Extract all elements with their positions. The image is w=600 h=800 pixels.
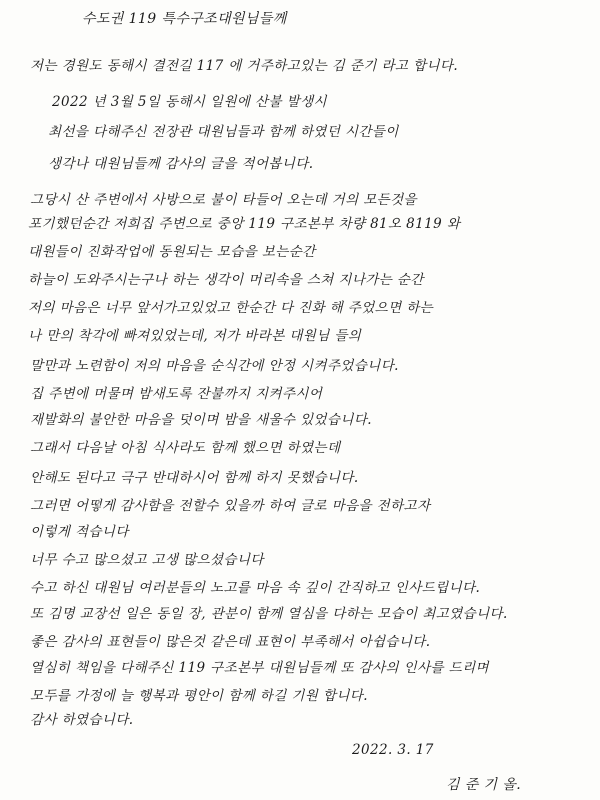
- letter-signature: 김 준 기 올.: [446, 777, 522, 793]
- letter-line-7: 대원들이 진화작업에 동원되는 모습을 보는순간: [28, 244, 316, 260]
- letter-line-12: 집 주변에 머물며 밤새도록 잔불까지 지켜주시어: [30, 386, 323, 402]
- letter-line-22: 열심히 책임을 다해주신 119 구조본부 대원님들께 또 감사의 인사를 드리며: [30, 660, 489, 676]
- letter-line-13: 재발화의 불안한 마음을 덧이며 밤을 새울수 있었습니다.: [30, 412, 372, 428]
- letter-title: 수도권 119 특수구조대원님들께: [82, 11, 287, 27]
- letter-line-15: 안해도 된다고 극구 반대하시어 함께 하지 못했습니다.: [30, 470, 359, 486]
- letter-line-5: 그당시 산 주변에서 사방으로 불이 타들어 오는데 거의 모든것을: [30, 192, 417, 208]
- letter-line-21: 좋은 감사의 표현들이 많은것 같은데 표현이 부족해서 아쉽습니다.: [30, 634, 431, 650]
- letter-line-10: 나 만의 착각에 빠져있었는데, 저가 바라본 대원님 들의: [28, 328, 362, 344]
- letter-date: 2022. 3. 17: [352, 742, 434, 758]
- letter-line-18: 너무 수고 많으셨고 고생 많으셨습니다: [30, 552, 264, 568]
- letter-line-17: 이렇게 적습니다: [30, 524, 129, 540]
- letter-line-16: 그러면 어떻게 감사함을 전할수 있을까 하여 글로 마음을 전하고자: [30, 498, 431, 514]
- letter-line-14: 그래서 다음날 아침 식사라도 함께 했으면 하였는데: [30, 440, 341, 456]
- letter-line-3: 최선을 다해주신 전장관 대원님들과 함께 하였던 시간들이: [48, 124, 399, 140]
- letter-line-2: 2022 년 3월 5일 동해시 일원에 산불 발생시: [52, 94, 327, 110]
- letter-line-6: 포기했던순간 저희집 주변으로 중앙 119 구조본부 차량 81오 8119 와: [28, 216, 461, 232]
- letter-line-4: 생각나 대원님들께 감사의 글을 적어봅니다.: [48, 156, 314, 172]
- letter-line-19: 수고 하신 대원님 여러분들의 노고를 마음 속 깊이 간직하고 인사드립니다.: [30, 580, 481, 596]
- letter-line-11: 말만과 노련함이 저의 마음을 순식간에 안정 시켜주었습니다.: [30, 358, 399, 374]
- letter-line-1: 저는 경원도 동해시 결전길 117 에 거주하고있는 김 준기 라고 합니다.: [30, 58, 459, 74]
- letter-line-23: 모두를 가정에 늘 행복과 평안이 함께 하길 기원 합니다.: [30, 688, 368, 704]
- letter-line-20: 또 김명 교장선 일은 동일 장, 관분이 함께 열심을 다하는 모습이 최고였습니다.: [30, 606, 508, 622]
- letter-line-8: 하늘이 도와주시는구나 하는 생각이 머리속을 스쳐 지나가는 순간: [28, 272, 424, 288]
- letter-line-24: 감사 하였습니다.: [30, 712, 134, 728]
- letter-line-9: 저의 마음은 너무 앞서가고있었고 한순간 다 진화 해 주었으면 하는: [28, 300, 434, 316]
